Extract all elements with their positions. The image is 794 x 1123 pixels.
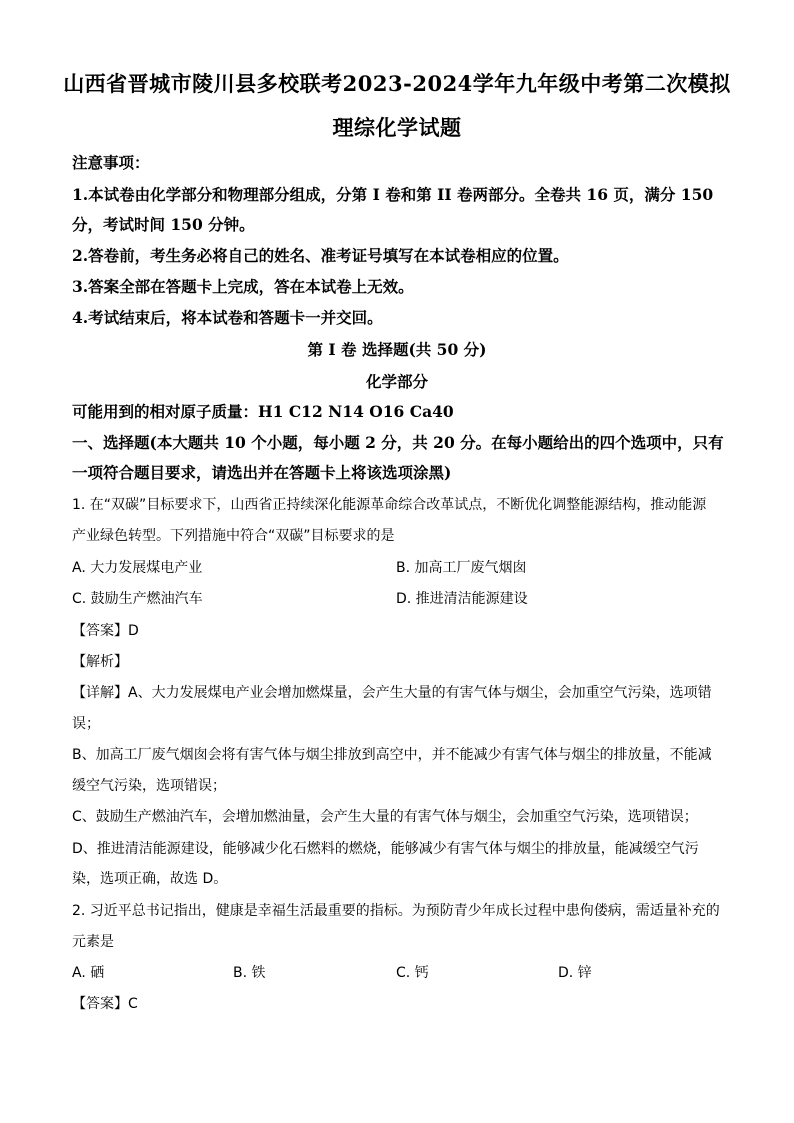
question-1-detail-line: 【详解】A、大力发展煤电产业会增加燃煤量，会产生大量的有害气体与烟尘，会加重空气污染，选项错 — [72, 685, 712, 701]
section-instructions: 一项符合题目要求，请选出并在答题卡上将该选项涂黑) — [72, 463, 452, 482]
exam-title-line-2: 理综化学试题 — [332, 115, 462, 140]
question-1-stem: 1. 在“双碳”目标要求下，山西省正持续深化能源革命综合改革试点，不断优化调整能源结构，推动能源 — [72, 497, 707, 513]
question-1-detail-line: 误； — [72, 716, 100, 732]
question-1-answer: 【答案】D — [72, 623, 139, 639]
question-2-option-b: B. 铁 — [233, 965, 266, 981]
question-2-option-d: D. 锌 — [558, 965, 592, 981]
note-item: 3.答案全部在答题卡上完成，答在本试卷上无效。 — [72, 277, 414, 296]
note-item: 分，考试时间 150 分钟。 — [72, 215, 255, 234]
question-2-stem: 2. 习近平总书记指出，健康是幸福生活最重要的指标。为预防青少年成长过程中患佝偻病，需适量补充的 — [72, 903, 720, 919]
section-instructions: 一、选择题(本大题共 10 个小题，每小题 2 分，共 20 分。在每小题给出的四个选项中，只有 — [72, 433, 724, 452]
question-1-detail-line: D、推进清洁能源建设，能够减少化石燃料的燃烧，能够减少有害气体与烟尘的排放量，能减缓空气污 — [72, 841, 699, 857]
notes-heading: 注意事项： — [72, 153, 150, 172]
section-subtitle: 化学部分 — [365, 372, 428, 391]
atomic-mass-list: 可能用到的相对原子质量：H1 C12 N14 O16 Ca40 — [72, 402, 454, 421]
question-1-option-b: B. 加高工厂废气烟囱 — [396, 560, 527, 576]
question-2-answer: 【答案】C — [72, 996, 138, 1012]
question-1-detail-line: B、加高工厂废气烟囱会将有害气体与烟尘排放到高空中，并不能减少有害气体与烟尘的排放量，不能减 — [72, 747, 712, 763]
question-2-option-a: A. 硒 — [72, 965, 105, 981]
question-2-option-c: C. 钙 — [396, 965, 429, 981]
question-1-detail-line: C、鼓励生产燃油汽车，会增加燃油量，会产生大量的有害气体与烟尘，会加重空气污染，选项错误； — [72, 809, 698, 825]
section-title: 第 I 卷 选择题(共 50 分) — [307, 340, 487, 359]
question-1-option-d: D. 推进清洁能源建设 — [396, 591, 528, 607]
question-1-analysis-heading: 【解析】 — [72, 654, 128, 670]
note-item: 4.考试结束后，将本试卷和答题卡一并交回。 — [72, 308, 383, 327]
note-item: 2.答卷前，考生务必将自己的姓名、准考证号填写在本试卷相应的位置。 — [72, 246, 569, 265]
question-1-option-c: C. 鼓励生产燃油汽车 — [72, 591, 203, 607]
question-1-detail-line: 缓空气污染，选项错误； — [72, 778, 226, 794]
question-1-option-a: A. 大力发展煤电产业 — [72, 560, 203, 576]
note-item: 1.本试卷由化学部分和物理部分组成，分第 I 卷和第 II 卷两部分。全卷共 16 页，满分 150 — [72, 185, 714, 204]
question-1-detail-line: 染，选项正确，故选 D。 — [72, 871, 228, 887]
exam-title-line-1: 山西省晋城市陵川县多校联考2023-2024学年九年级中考第二次模拟 — [63, 71, 731, 96]
question-2-stem: 元素是 — [72, 934, 114, 950]
question-1-stem: 产业绿色转型。下列措施中符合“双碳”目标要求的是 — [72, 528, 395, 544]
